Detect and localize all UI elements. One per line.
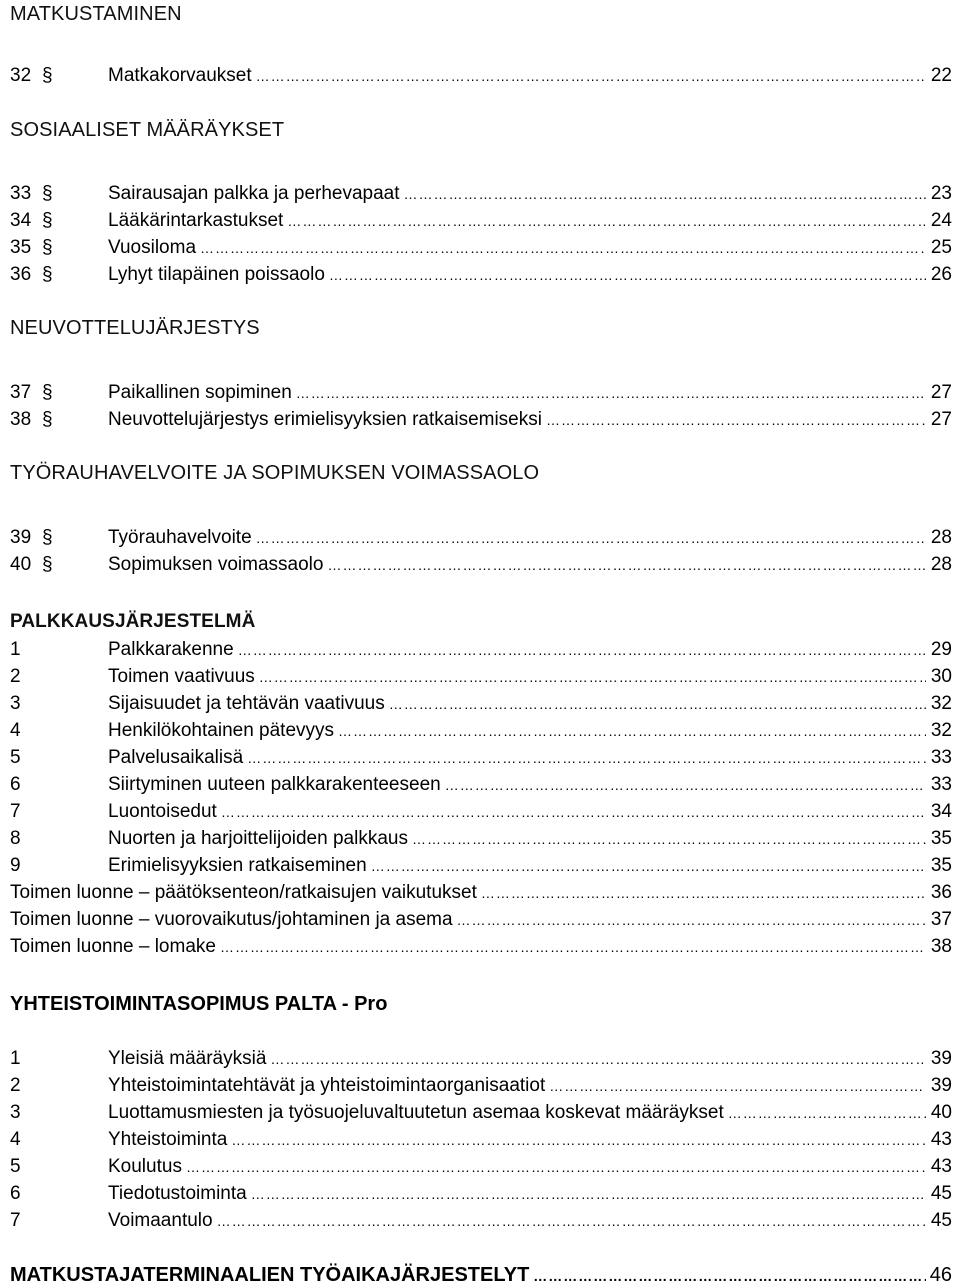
entry-title: Matkakorvaukset — [108, 65, 252, 86]
dot-leader — [251, 1180, 926, 1208]
section-sign-icon: § — [42, 183, 53, 204]
entry-page: 43 — [930, 1129, 952, 1150]
entry-number: 1 — [10, 639, 21, 660]
section-heading-matkustaminen: MATKUSTAMINEN — [10, 3, 182, 25]
entry-number: 36 § — [10, 261, 108, 289]
entry-page: 30 — [930, 666, 952, 687]
dot-leader — [329, 261, 926, 289]
toc-entry-32[interactable] — [10, 62, 952, 90]
entry-page: 35 — [930, 828, 952, 849]
entry-number: 6 — [10, 1183, 21, 1204]
entry-number: 7 — [10, 1210, 21, 1231]
toc-entry-y5[interactable] — [10, 1153, 952, 1181]
entry-number: 2 — [10, 666, 21, 687]
entry-page: 33 — [930, 774, 952, 795]
entry-number: 6 — [10, 774, 21, 795]
entry-page: 39 — [930, 1075, 952, 1096]
dot-leader — [221, 798, 926, 826]
section-heading-palkkausjarjestelma: PALKKAUSJÄRJESTELMÄ — [10, 611, 256, 632]
entry-title: Voimaantulo — [108, 1210, 213, 1231]
entry-page: 28 — [930, 554, 952, 575]
dot-leader — [338, 717, 926, 745]
toc-entry-y4[interactable] — [10, 1126, 952, 1154]
entry-page: 38 — [930, 936, 952, 957]
dot-leader — [404, 180, 926, 208]
toc-entry-37[interactable] — [10, 379, 952, 407]
entry-title: Yhteistoiminta — [108, 1129, 228, 1150]
toc-entry-p2[interactable] — [10, 663, 952, 691]
dot-leader — [259, 663, 926, 691]
dot-leader — [217, 1207, 926, 1235]
entry-page: 24 — [930, 210, 952, 231]
dot-leader — [546, 406, 926, 434]
toc-entry-luonne-vuorovaikutus[interactable] — [10, 906, 952, 934]
entry-page: 28 — [930, 527, 952, 548]
toc-entry-p5[interactable] — [10, 744, 952, 772]
toc-entry-33[interactable] — [10, 180, 952, 208]
toc-entry-34[interactable] — [10, 207, 952, 235]
dot-leader — [270, 1045, 926, 1073]
entry-number: 1 — [10, 1048, 21, 1069]
entry-title: Sijaisuudet ja tehtävän vaativuus — [108, 693, 385, 714]
dot-leader — [296, 379, 926, 407]
entry-page: 25 — [930, 237, 952, 258]
toc-entry-y7[interactable] — [10, 1207, 952, 1235]
toc-entry-40[interactable] — [10, 551, 952, 579]
entry-number: 37 § — [10, 379, 108, 407]
entry-page: 35 — [930, 855, 952, 876]
toc-entry-p1[interactable] — [10, 636, 952, 664]
entry-title: Koulutus — [108, 1156, 182, 1177]
toc-entry-p7[interactable] — [10, 798, 952, 826]
entry-number: 35 § — [10, 234, 108, 262]
entry-number: 32 § — [10, 62, 108, 90]
entry-title: Lyhyt tilapäinen poissaolo — [108, 264, 325, 285]
entry-title: Erimielisyyksien ratkaiseminen — [108, 855, 367, 876]
entry-page: 45 — [930, 1210, 952, 1231]
dot-leader — [256, 62, 926, 90]
entry-title: Yleisiä määräyksiä — [108, 1048, 267, 1069]
toc-entry-35[interactable] — [10, 234, 952, 262]
dot-leader — [238, 636, 926, 664]
toc-entry-36[interactable] — [10, 261, 952, 289]
toc-entry-p6[interactable] — [10, 771, 952, 799]
toc-entry-y3[interactable] — [10, 1099, 952, 1127]
dot-leader — [256, 524, 926, 552]
section-sign-icon: § — [42, 554, 53, 575]
entry-number: 5 — [10, 1156, 21, 1177]
entry-title: Siirtyminen uuteen palkkarakenteeseen — [108, 774, 441, 795]
entry-title: Toimen luonne – vuorovaikutus/johtaminen ja asema — [10, 909, 453, 930]
entry-page: 45 — [930, 1183, 952, 1204]
entry-number: 38 § — [10, 406, 108, 434]
toc-entry-p9[interactable] — [10, 852, 952, 880]
dot-leader — [287, 207, 926, 235]
entry-page: 26 — [930, 264, 952, 285]
entry-page: 43 — [930, 1156, 952, 1177]
entry-title: Tiedotustoiminta — [108, 1183, 247, 1204]
dot-leader — [186, 1153, 926, 1181]
entry-page: 27 — [930, 382, 952, 403]
section-sign-icon: § — [42, 210, 53, 231]
entry-title: Toimen luonne – lomake — [10, 936, 216, 957]
entry-number: 7 — [10, 801, 21, 822]
dot-leader — [231, 1126, 926, 1154]
entry-page: 37 — [930, 909, 952, 930]
section-sign-icon: § — [42, 382, 53, 403]
entry-title: Paikallinen sopiminen — [108, 382, 292, 403]
entry-page: 27 — [930, 409, 952, 430]
dot-leader — [371, 852, 926, 880]
dot-leader — [533, 1264, 925, 1288]
dot-leader — [327, 551, 926, 579]
entry-title: Sairausajan palkka ja perhevapaat — [108, 183, 400, 204]
section-heading-yhteistoimintasopimus: YHTEISTOIMINTASOPIMUS PALTA - Pro — [10, 993, 388, 1015]
entry-title: Luontoisedut — [108, 801, 217, 822]
dot-leader — [247, 744, 926, 772]
entry-page: 40 — [930, 1102, 952, 1123]
entry-page: 32 — [930, 693, 952, 714]
entry-title: MATKUSTAJATERMINAALIEN TYÖAIKAJÄRJESTELYT — [10, 1264, 530, 1286]
entry-number: 3 — [10, 1102, 21, 1123]
entry-number: 39 § — [10, 524, 108, 552]
entry-title: Vuosiloma — [108, 237, 197, 258]
section-sign-icon: § — [42, 409, 53, 430]
dot-leader — [728, 1099, 926, 1127]
toc-entry-39[interactable] — [10, 524, 952, 552]
dot-leader — [389, 690, 926, 718]
toc-entry-y6[interactable] — [10, 1180, 952, 1208]
toc-entry-p8[interactable] — [10, 825, 952, 853]
entry-page: 33 — [930, 747, 952, 768]
entry-page: 22 — [930, 65, 952, 86]
toc-entry-p3[interactable] — [10, 690, 952, 718]
entry-title: Lääkärintarkastukset — [108, 210, 284, 231]
entry-title: Toimen luonne – päätöksenteon/ratkaisujen vaikutukset — [10, 882, 477, 903]
toc-entry-y2[interactable] — [10, 1072, 952, 1100]
section-heading-sosiaaliset: SOSIAALISET MÄÄRÄYKSET — [10, 119, 285, 141]
entry-title: Palkkarakenne — [108, 639, 234, 660]
entry-number: 9 — [10, 855, 21, 876]
section-sign-icon: § — [42, 264, 53, 285]
entry-number: 5 — [10, 747, 21, 768]
entry-number: 8 — [10, 828, 21, 849]
entry-number: 33 § — [10, 180, 108, 208]
section-heading-tyorauhavelvoite: TYÖRAUHAVELVOITE JA SOPIMUKSEN VOIMASSAOLO — [10, 462, 540, 484]
entry-title: Nuorten ja harjoittelijoiden palkkaus — [108, 828, 408, 849]
dot-leader — [445, 771, 926, 799]
section-sign-icon: § — [42, 65, 53, 86]
entry-number: 40 § — [10, 551, 108, 579]
toc-entry-luonne-paatoksenteko[interactable] — [10, 879, 952, 907]
section-sign-icon: § — [42, 237, 53, 258]
entry-page: 23 — [930, 183, 952, 204]
section-sign-icon: § — [42, 527, 53, 548]
entry-page: 36 — [930, 882, 952, 903]
entry-page: 46 — [929, 1264, 952, 1286]
entry-number: 4 — [10, 720, 21, 741]
dot-leader — [200, 234, 926, 262]
entry-title: Luottamusmiesten ja työsuojeluvaltuutetun asemaa koskevat määräykset — [108, 1102, 724, 1123]
entry-page: 29 — [930, 639, 952, 660]
entry-page: 34 — [930, 801, 952, 822]
toc-entry-luonne-lomake[interactable] — [10, 933, 952, 961]
entry-page: 39 — [930, 1048, 952, 1069]
entry-title: Neuvottelujärjestys erimielisyyksien ratkaisemiseksi — [108, 409, 542, 430]
section-heading-neuvottelujarjestys: NEUVOTTELUJÄRJESTYS — [10, 317, 260, 339]
toc-entry-p4[interactable] — [10, 717, 952, 745]
toc-entry-matkustajaterminaalien[interactable] — [10, 1263, 952, 1287]
entry-title: Sopimuksen voimassaolo — [108, 554, 324, 575]
toc-entry-y1[interactable] — [10, 1045, 952, 1073]
entry-number: 4 — [10, 1129, 21, 1150]
entry-number: 34 § — [10, 207, 108, 235]
dot-leader — [457, 906, 926, 934]
dot-leader — [549, 1072, 926, 1100]
entry-page: 32 — [930, 720, 952, 741]
entry-title: Toimen vaativuus — [108, 666, 255, 687]
entry-number: 3 — [10, 693, 21, 714]
entry-title: Henkilökohtainen pätevyys — [108, 720, 335, 741]
toc-entry-38[interactable] — [10, 406, 952, 434]
entry-number: 2 — [10, 1075, 21, 1096]
dot-leader — [220, 933, 926, 961]
dot-leader — [481, 879, 926, 907]
entry-title: Palvelusaikalisä — [108, 747, 244, 768]
entry-title: Yhteistoimintatehtävät ja yhteistoimintaorganisaatiot — [108, 1075, 546, 1096]
entry-title: Työrauhavelvoite — [108, 527, 252, 548]
dot-leader — [412, 825, 926, 853]
